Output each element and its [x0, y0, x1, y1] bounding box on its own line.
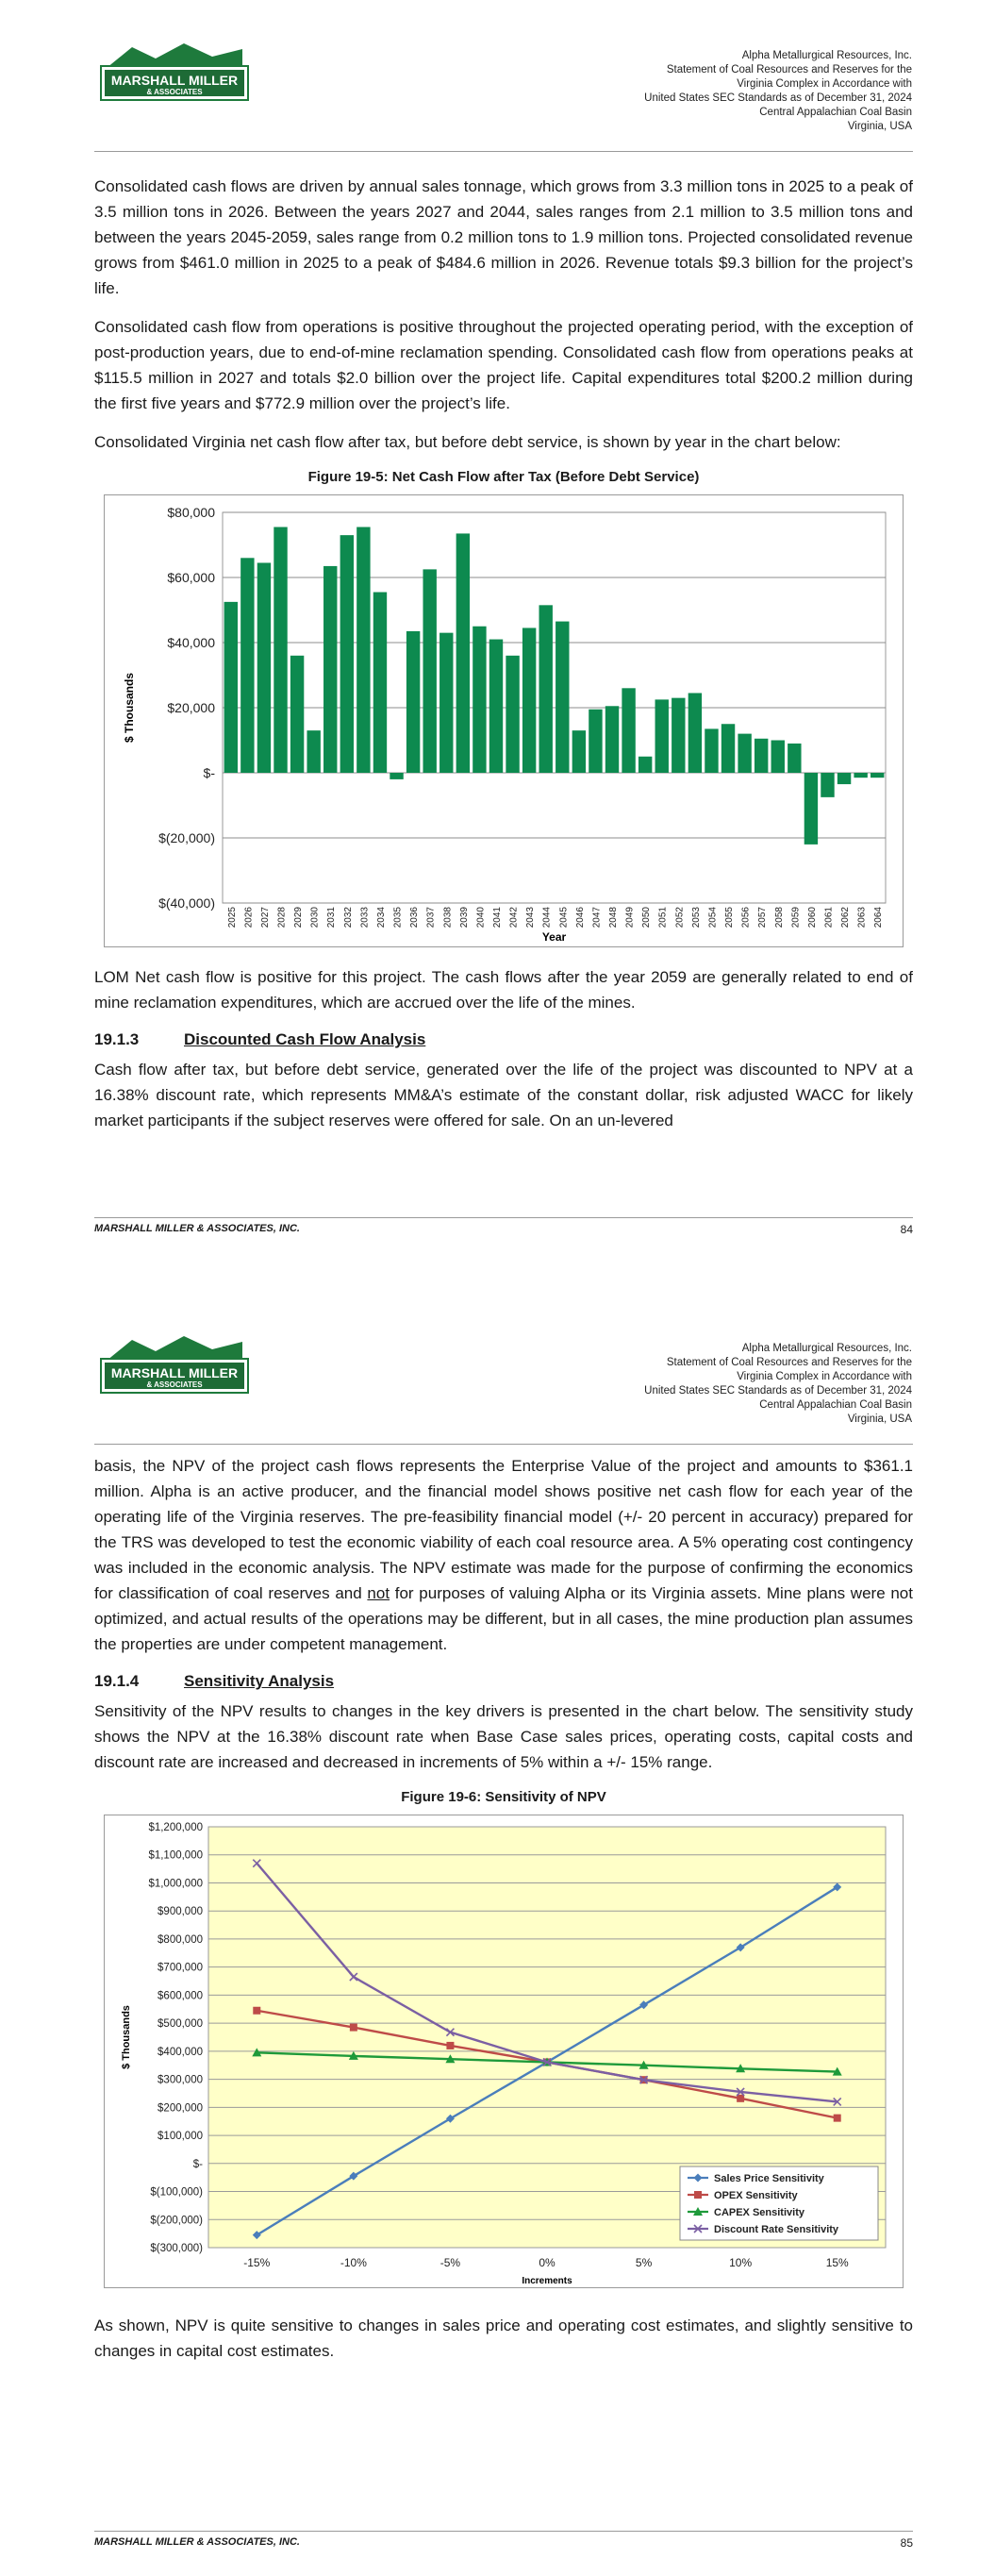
bar — [506, 656, 519, 773]
y-tick-label: $1,000,000 — [148, 1878, 203, 1890]
legend-label: Sales Price Sensitivity — [714, 2173, 824, 2184]
figure-caption: Figure 19-6: Sensitivity of NPV — [401, 1789, 606, 1805]
x-tick-label: 2034 — [375, 907, 387, 928]
bar — [622, 688, 635, 773]
y-tick-label: $20,000 — [167, 700, 215, 715]
section-heading: 19.1.3 Discounted Cash Flow Analysis — [94, 1030, 426, 1048]
x-tick-label: 10% — [729, 2256, 753, 2269]
y-tick-label: $900,000 — [158, 1906, 203, 1918]
y-tick-label: $- — [203, 765, 215, 780]
x-tick-label: 2028 — [276, 907, 288, 928]
paragraph: As shown, NPV is quite sensitive to changes in sales price and operating cost estimates, and slightly sensitive to changes in capital cost estimates. — [94, 2317, 913, 2360]
x-tick-label: 2029 — [293, 907, 305, 928]
x-tick-label: 15% — [825, 2256, 849, 2269]
x-tick-label: 0% — [539, 2256, 556, 2269]
paragraph: Consolidated Virginia net cash flow after tax, but before debt service, is shown by year in the chart below: — [94, 433, 841, 451]
bar — [373, 593, 387, 773]
section-heading: 19.1.4 Sensitivity Analysis — [94, 1672, 335, 1690]
data-point — [253, 2007, 260, 2015]
svg-text:& ASSOCIATES: & ASSOCIATES — [146, 88, 203, 96]
x-tick-label: 2033 — [359, 907, 371, 928]
x-tick-label: 2053 — [690, 907, 702, 928]
y-tick-label: $100,000 — [158, 2131, 203, 2143]
bar — [323, 566, 337, 773]
page1-body — [94, 174, 913, 1146]
bar — [489, 640, 503, 773]
y-tick-label: $80,000 — [167, 505, 215, 520]
y-tick-label: $(100,000) — [150, 2186, 203, 2199]
bar — [738, 734, 751, 773]
x-tick-label: 2026 — [243, 907, 255, 928]
bar — [837, 773, 851, 784]
bar — [390, 773, 403, 779]
bar — [605, 706, 619, 773]
y-tick-label: $1,200,000 — [148, 1822, 203, 1833]
y-tick-label: $800,000 — [158, 1933, 203, 1946]
bar — [257, 562, 271, 773]
header-rule — [94, 1444, 913, 1445]
x-tick-label: 2045 — [558, 907, 570, 928]
bar — [572, 730, 586, 773]
page-number: 84 — [900, 1223, 913, 1236]
bar — [473, 627, 486, 773]
bar — [688, 693, 702, 773]
x-axis-label: Year — [541, 930, 567, 944]
bar — [307, 730, 320, 773]
y-axis-label: $ Thousands — [123, 672, 136, 744]
x-axis-label: Increments — [522, 2276, 572, 2286]
bar — [638, 757, 652, 773]
bar — [672, 698, 685, 773]
y-tick-label: $200,000 — [158, 2102, 203, 2115]
bar — [357, 527, 370, 773]
x-tick-label: 2054 — [707, 907, 719, 928]
x-tick-label: 2052 — [674, 907, 686, 928]
x-tick-label: 2056 — [740, 907, 752, 928]
x-tick-label: 2063 — [856, 907, 868, 928]
bar — [721, 724, 735, 773]
x-tick-label: 2055 — [724, 907, 736, 928]
legend-label: OPEX Sensitivity — [714, 2190, 798, 2201]
y-axis-label: $ Thousands — [121, 2005, 132, 2069]
x-tick-label: 2036 — [409, 907, 421, 928]
y-tick-label: $400,000 — [158, 2046, 203, 2058]
bar — [556, 622, 569, 773]
bar — [439, 633, 453, 773]
x-tick-label: 2062 — [840, 907, 852, 928]
legend-label: CAPEX Sensitivity — [714, 2207, 804, 2218]
y-tick-label: $500,000 — [158, 2018, 203, 2031]
paragraph: Cash flow after tax, but before debt service, generated over the life of the project was discounted to NPV at a 16.38% discount rate, which represents MM&A’s estimate of the constant dollar, risk adjusted WACC for likely market participants if the subject reserves were offered for sale. On an un-levered — [94, 1061, 913, 1129]
y-tick-label: $1,100,000 — [148, 1849, 203, 1862]
x-tick-label: 2047 — [591, 907, 603, 928]
bar — [589, 710, 602, 773]
x-tick-label: -15% — [243, 2256, 271, 2269]
data-point — [737, 2095, 744, 2102]
paragraph: LOM Net cash flow is positive for this project. The cash flows after the year 2059 are generally related to end of mine reclamation expenditures, which are accrued over the life of the mines. — [94, 968, 913, 1012]
document-header: Alpha Metallurgical Resources, Inc. Statement of Coal Resources and Reserves for the Virginia Complex in Accordance with United States SEC Standards as of December 31, 2024 Central Appalachian Coal Basin Virginia, USA — [644, 50, 912, 132]
x-tick-label: 2049 — [624, 907, 636, 928]
x-tick-label: 5% — [635, 2256, 653, 2269]
npv-sensitivity-chart — [104, 1815, 904, 2288]
bar — [821, 773, 834, 797]
footer-company: MARSHALL MILLER & ASSOCIATES, INC. — [94, 1223, 300, 1234]
legend-marker — [694, 2191, 702, 2199]
y-tick-label: $(40,000) — [158, 895, 215, 911]
bar — [406, 631, 420, 773]
legend-label: Discount Rate Sensitivity — [714, 2224, 839, 2235]
company-logo — [99, 1330, 250, 1398]
bar — [539, 605, 553, 773]
y-tick-label: $60,000 — [167, 570, 215, 585]
company-logo — [99, 38, 250, 106]
x-tick-label: 2060 — [806, 907, 818, 928]
bar — [340, 535, 354, 773]
x-tick-label: 2051 — [657, 907, 669, 928]
bar — [423, 569, 436, 773]
y-tick-label: $- — [192, 2158, 203, 2170]
npv-sensitivity-svg — [105, 1815, 903, 2287]
legend — [680, 2166, 878, 2240]
x-tick-label: 2042 — [508, 907, 520, 928]
bar — [274, 527, 287, 773]
bar — [871, 773, 884, 778]
bar — [755, 739, 768, 773]
paragraph: Consolidated cash flows are driven by annual sales tonnage, which grows from 3.3 million tons in 2025 to a peak of 3.5 million tons in 2026. Between the years 2027 and 2044, sales ranges from 2.1 million to 3.5 million tons and between the years 2045-2059, sales range from 0.2 million tons to 1.9 million tons. Projected consolidated revenue grows from $461.0 million in 2025 to a peak of $484.6 million in 2026. Revenue totals $9.3 billion for the project’s life. — [94, 177, 913, 297]
x-tick-label: 2041 — [491, 907, 503, 928]
bar — [854, 773, 867, 778]
x-tick-label: 2064 — [873, 907, 885, 928]
x-tick-label: 2039 — [458, 907, 470, 928]
page-number: 85 — [900, 2536, 913, 2550]
x-tick-label: 2037 — [425, 907, 437, 928]
data-point — [350, 2024, 357, 2032]
paragraph: Sensitivity of the NPV results to changes in the key drivers is presented in the chart below. The sensitivity study shows the NPV at the 16.38% discount rate when Base Case sales prices, operating costs, capital costs and discount rate are increased and decreased in increments of 5% within a +/- 15% range. — [94, 1702, 913, 1771]
paragraph: Consolidated cash flow from operations is positive throughout the projected operating period, with the exception of post-production years, due to end-of-mine reclamation spending. Consolidated cash flow from operations peaks at $115.5 million in 2027 and totals $2.0 billion over the project life. Capital expenditures total $200.2 million during the first five years and $772.9 million over the project’s life. — [94, 318, 913, 412]
svg-text:MARSHALL MILLER: MARSHALL MILLER — [110, 1365, 239, 1380]
figure-caption: Figure 19-5: Net Cash Flow after Tax (Before Debt Service) — [307, 469, 700, 485]
x-tick-label: 2061 — [823, 907, 835, 928]
x-tick-label: 2046 — [574, 907, 586, 928]
svg-text:MARSHALL MILLER: MARSHALL MILLER — [110, 73, 239, 88]
bar — [705, 728, 718, 773]
svg-text:& ASSOCIATES: & ASSOCIATES — [146, 1380, 203, 1389]
x-tick-label: 2057 — [757, 907, 769, 928]
x-tick-label: 2031 — [326, 907, 338, 928]
y-tick-label: $(300,000) — [150, 2243, 203, 2254]
y-tick-label: $(20,000) — [158, 830, 215, 845]
document-header: Alpha Metallurgical Resources, Inc. Statement of Coal Resources and Reserves for the Virginia Complex in Accordance with United States SEC Standards as of December 31, 2024 Central Appalachian Coal Basin Virginia, USA — [644, 1343, 912, 1425]
bar — [522, 627, 536, 773]
bar — [804, 773, 818, 845]
x-tick-label: 2030 — [309, 907, 321, 928]
x-tick-label: 2050 — [641, 907, 653, 928]
page-85 — [0, 1293, 995, 2576]
header-rule — [94, 151, 913, 152]
data-point — [446, 2042, 454, 2049]
x-tick-label: 2035 — [392, 907, 404, 928]
x-tick-label: 2043 — [525, 907, 537, 928]
footer-company: MARSHALL MILLER & ASSOCIATES, INC. — [94, 2536, 300, 2548]
net-cash-flow-svg — [105, 495, 903, 946]
bar — [456, 533, 470, 773]
x-tick-label: 2048 — [608, 907, 620, 928]
y-tick-label: $(200,000) — [150, 2215, 203, 2227]
net-cash-flow-chart — [104, 494, 904, 947]
paragraph: basis, the NPV of the project cash flows represents the Enterprise Value of the project and amounts to $361.1 million. Alpha is an active producer, and the financial model shows positive net cash flow for each year of the operating life of the Virginia reserves. The pre-feasibility financial model (+/- 20 percent in accuracy) prepared for the TRS was developed to test the economic viability of each coal resource area. A 5% operating cost contingency was included in the economic analysis. The NPV estimate was made for the purpose of confirming the economics for classification of coal reserves and not for purposes of valuing Alpha or its Virginia assets. Mine plans were not optimized, and actual results of the operations may be different, but in all cases, the mine production plan assumes the properties are under competent management. — [94, 1457, 913, 1653]
bar — [788, 744, 801, 773]
x-tick-label: 2058 — [773, 907, 785, 928]
x-tick-label: 2059 — [790, 907, 802, 928]
y-tick-label: $600,000 — [158, 1990, 203, 2002]
x-tick-label: 2040 — [475, 907, 487, 928]
x-tick-label: 2032 — [342, 907, 354, 928]
page2-body — [94, 1453, 913, 2377]
y-tick-label: $300,000 — [158, 2074, 203, 2086]
bar — [771, 741, 785, 774]
y-tick-label: $700,000 — [158, 1962, 203, 1974]
bar — [655, 699, 669, 773]
x-tick-label: 2044 — [541, 907, 553, 928]
y-tick-label: $40,000 — [167, 635, 215, 650]
bar — [290, 656, 304, 773]
x-tick-label: 2027 — [259, 907, 271, 928]
bar — [240, 558, 254, 773]
x-tick-label: -5% — [439, 2256, 461, 2269]
x-tick-label: -10% — [340, 2256, 367, 2269]
x-tick-label: 2025 — [226, 907, 238, 928]
data-point — [834, 2115, 841, 2122]
bar — [224, 602, 238, 773]
x-tick-label: 2038 — [442, 907, 454, 928]
